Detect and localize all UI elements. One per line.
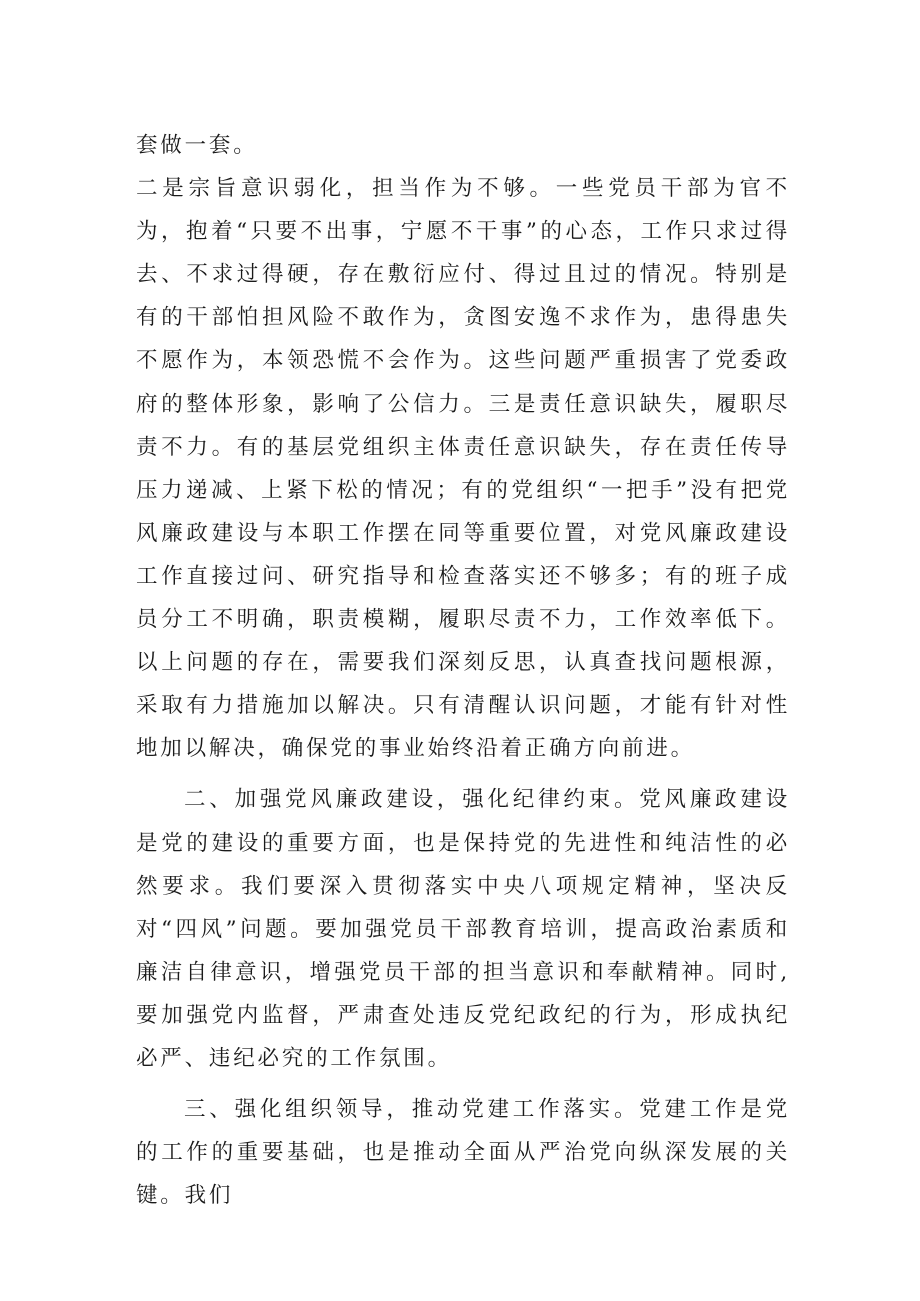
document-page	[136, 124, 790, 1217]
paragraph-section-two: 二、加强党风廉政建设，强化纪律约束。党风廉政建设是党的建设的重要方面，也是保持党的先进性和纯洁性的必然要求。我们要深入贯彻落实中央八项规定精神，坚决反对“四风”问题。要加强党员干部教育培训，提高政治素质和廉洁自律意识，增强党员干部的担当意识和奉献精神。同时,要加强党内监督，严肃查处违反党纪政纪的行为，形成执纪必严、违纪必究的工作氛围。	[136, 787, 790, 1071]
paragraph-section-three: 三、强化组织领导，推动党建工作落实。党建工作是党的工作的重要基础，也是推动全面从严治党向纵深发展的关键。我们	[136, 1097, 790, 1209]
paragraph-continuation: 套做一套。	[136, 133, 258, 158]
paragraph-problems: 二是宗旨意识弱化，担当作为不够。一些党员干部为官不为，抱着“只要不出事，宁愿不干事”的心态，工作只求过得去、不求过得硬，存在敷衍应付、得过且过的情况。特别是有的干部怕担风险不敢作为，贪图安逸不求作为，患得患失不愿作为，本领恐慌不会作为。这些问题严重损害了党委政府的整体形象，影响了公信力。三是责任意识缺失，履职尽责不力。有的基层党组织主体责任意识缺失，存在责任传导压力递减、上紧下松的情况；有的党组织“一把手”没有把党风廉政建设与本职工作摆在同等重要位置，对党风廉政建设工作直接过问、研究指导和检查落实还不够多；有的班子成员分工不明确，职责模糊，履职尽责不力，工作效率低下。以上问题的存在，需要我们深刻反思，认真查找问题根源，采取有力措施加以解决。只有清醒认识问题，才能有针对性地加以解决，确保党的事业始终沿着正确方向前进。	[136, 176, 790, 762]
